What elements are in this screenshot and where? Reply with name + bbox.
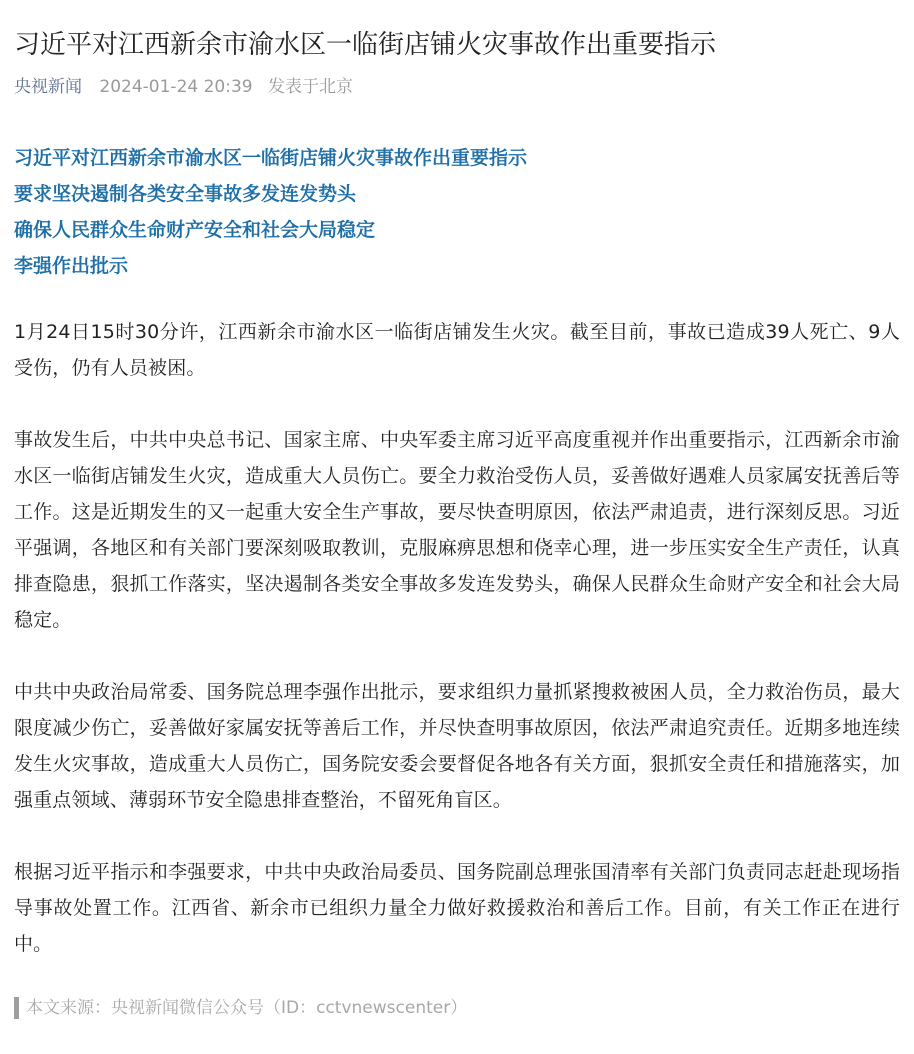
source-note-text: 本文来源：央视新闻微信公众号（ID：cctvnewscenter） xyxy=(26,998,468,1018)
lead-line: 习近平对江西新余市渝水区一临街店铺火灾事故作出重要指示 xyxy=(14,147,528,169)
lead-line: 要求坚决遏制各类安全事故多发连发势头 xyxy=(14,183,357,205)
publish-location: 发表于北京 xyxy=(268,77,354,97)
lead-line: 确保人民群众生命财产安全和社会大局稳定 xyxy=(14,219,376,241)
body-paragraph: 1月24日15时30分许，江西新余市渝水区一临街店铺发生火灾。截至目前，事故已造成39人死亡、9人受伤，仍有人员被困。 xyxy=(14,321,900,379)
lead-line: 李强作出批示 xyxy=(14,255,129,277)
source-note xyxy=(14,996,900,1020)
source-link[interactable]: 央视新闻 xyxy=(14,77,82,97)
article-title: 习近平对江西新余市渝水区一临街店铺火灾事故作出重要指示 xyxy=(14,30,717,60)
lead-headlines xyxy=(14,140,900,284)
publish-date: 2024-01-24 20:39 xyxy=(99,77,253,97)
body-paragraph: 根据习近平指示和李强要求，中共中央政治局委员、国务院副总理张国清率有关部门负责同志赶赴现场指导事故处置工作。江西省、新余市已组织力量全力做好救援救治和善后工作。目前，有关工作正在进行中。 xyxy=(14,861,900,955)
body-paragraph: 事故发生后，中共中央总书记、国家主席、中央军委主席习近平高度重视并作出重要指示，江西新余市渝水区一临街店铺发生火灾，造成重大人员伤亡。要全力救治受伤人员，妥善做好遇难人员家属安抚善后等工作。这是近期发生的又一起重大安全生产事故，要尽快查明原因，依法严肃追责，进行深刻反思。习近平强调，各地区和有关部门要深刻吸取教训，克服麻痹思想和侥幸心理，进一步压实安全生产责任，认真排查隐患，狠抓工作落实，坚决遏制各类安全事故多发连发势头，确保人民群众生命财产安全和社会大局稳定。 xyxy=(14,429,900,631)
article-meta xyxy=(14,74,900,100)
body-paragraph: 中共中央政治局常委、国务院总理李强作出批示，要求组织力量抓紧搜救被困人员，全力救治伤员，最大限度减少伤亡，妥善做好家属安抚等善后工作，并尽快查明事故原因，依法严肃追究责任。近期多地连续发生火灾事故，造成重大人员伤亡，国务院安委会要督促各地各有关方面，狠抓安全责任和措施落实，加强重点领域、薄弱环节安全隐患排查整治，不留死角盲区。 xyxy=(14,681,900,811)
quote-bar xyxy=(14,997,19,1019)
